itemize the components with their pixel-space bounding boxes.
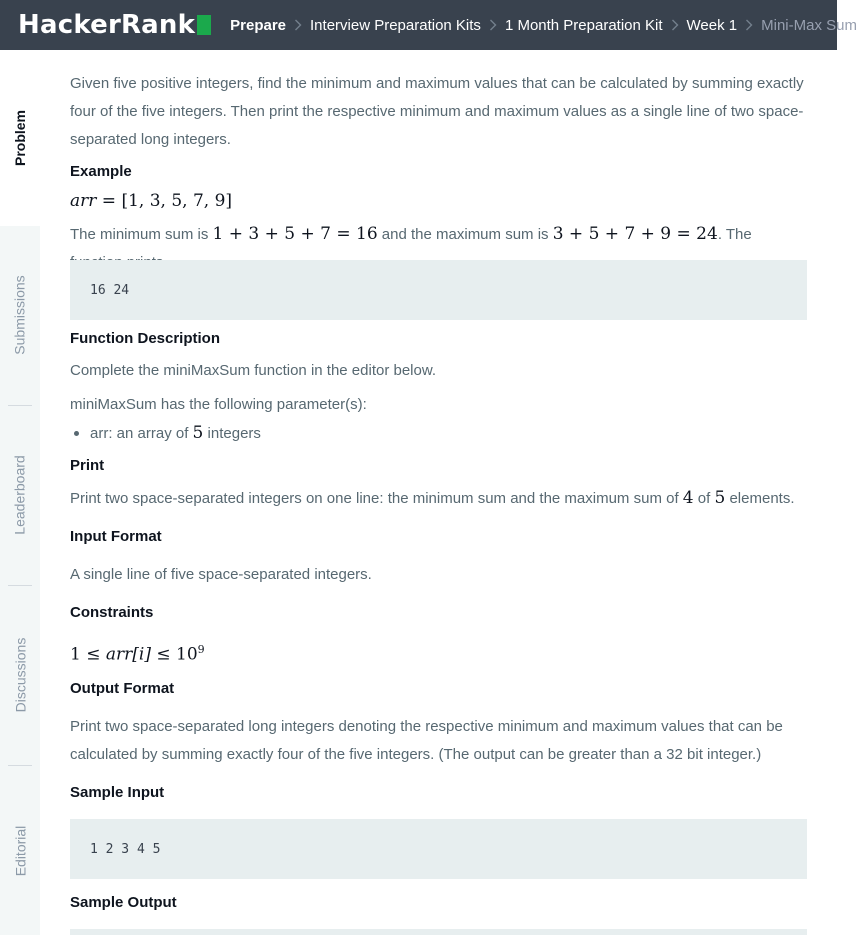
tab-discussions[interactable] <box>0 586 40 764</box>
tab-leaderboard[interactable] <box>0 406 40 584</box>
constraint-expr <box>70 637 807 668</box>
function-description-heading: Function Description <box>70 330 220 347</box>
math-expr: ≤ 10 <box>150 644 198 665</box>
text-segment: . The <box>717 226 752 243</box>
constraints-heading: Constraints <box>70 604 154 621</box>
sample-input-heading: Sample Input <box>70 784 165 801</box>
chevron-right-icon <box>294 19 302 31</box>
chevron-right-icon <box>671 19 679 31</box>
tab-label: Editorial <box>12 825 28 876</box>
math-exponent: 9 <box>197 643 205 656</box>
tab-label: Leaderboard <box>12 455 28 535</box>
chevron-right-icon <box>745 19 753 31</box>
breadcrumb-current-challenge: Mini-Max Sum <box>761 16 857 34</box>
problem-intro: Given five positive integers, find the minimum and maximum values that can be calculated by summing exactly four of the five integers. Then print the respective minimum and maximum values as a single line of two space-separated long integers. <box>70 75 804 148</box>
text-segment: and the maximum sum is <box>377 226 553 243</box>
example-output-code: 16 24 <box>70 260 807 320</box>
math-expr: 1 ≤ <box>70 644 106 665</box>
tab-editorial[interactable] <box>0 766 40 935</box>
logo-cursor-block <box>197 15 211 35</box>
logo-text: HackerRank <box>18 10 196 40</box>
text-segment: integers <box>203 425 261 442</box>
breadcrumb-month-kit[interactable]: 1 Month Preparation Kit <box>504 16 663 34</box>
breadcrumb-prepare[interactable]: Prepare <box>230 16 287 34</box>
sample-output-heading: Sample Output <box>70 894 177 911</box>
output-format-heading: Output Format <box>70 680 175 697</box>
text-segment: The minimum sum is <box>70 226 213 243</box>
input-format-text: A single line of five space-separated integers. <box>70 566 372 583</box>
tab-problem[interactable] <box>0 50 40 226</box>
math-var: arr <box>105 644 133 665</box>
breadcrumb-week-1[interactable]: Week 1 <box>686 16 738 34</box>
function-description-text: Complete the miniMaxSum function in the editor below. <box>70 362 437 379</box>
tab-submissions[interactable] <box>0 226 40 404</box>
math-number: 4 <box>682 488 694 508</box>
list-item <box>70 419 807 448</box>
text-segment: of <box>693 490 715 507</box>
example-array <box>70 188 807 214</box>
sample-output-code <box>70 929 807 935</box>
example-heading: Example <box>70 163 132 180</box>
input-format-heading: Input Format <box>70 528 162 545</box>
math-index: [i] <box>132 644 151 665</box>
output-format-text: Print two space-separated long integers denoting the respective minimum and maximum values that can be calculated by summing exactly four of the five integers. (The output can be greater than a 32 bit integer.) <box>70 718 783 763</box>
print-heading: Print <box>70 457 105 474</box>
math-number: 5 <box>714 488 726 508</box>
challenge-tabs <box>0 50 40 935</box>
math-number: 5 <box>192 423 204 443</box>
text-segment: arr: an array of <box>90 425 193 442</box>
min-sum-expr: 1 + 3 + 5 + 7 = 16 <box>212 224 378 244</box>
text-segment: Print two space-separated integers on one line: the minimum sum and the maximum sum of <box>70 490 683 507</box>
breadcrumb-interview-kits[interactable]: Interview Preparation Kits <box>310 16 481 34</box>
text-segment: elements. <box>725 490 795 507</box>
parameter-list <box>70 419 807 448</box>
tab-label: Submissions <box>12 275 28 355</box>
sample-input-code: 1 2 3 4 5 <box>70 819 807 879</box>
max-sum-expr: 3 + 5 + 7 + 9 = 24 <box>552 224 718 244</box>
tab-label: Problem <box>12 109 29 167</box>
chevron-right-icon <box>489 19 497 31</box>
top-navbar <box>0 0 857 50</box>
math-var: arr <box>70 191 97 211</box>
tab-label: Discussions <box>12 637 29 713</box>
parameters-text: miniMaxSum has the following parameter(s): <box>70 396 367 413</box>
hackerrank-logo[interactable] <box>18 10 211 40</box>
print-text <box>70 484 807 513</box>
math-expr: = [1, 3, 5, 7, 9] <box>101 191 233 211</box>
